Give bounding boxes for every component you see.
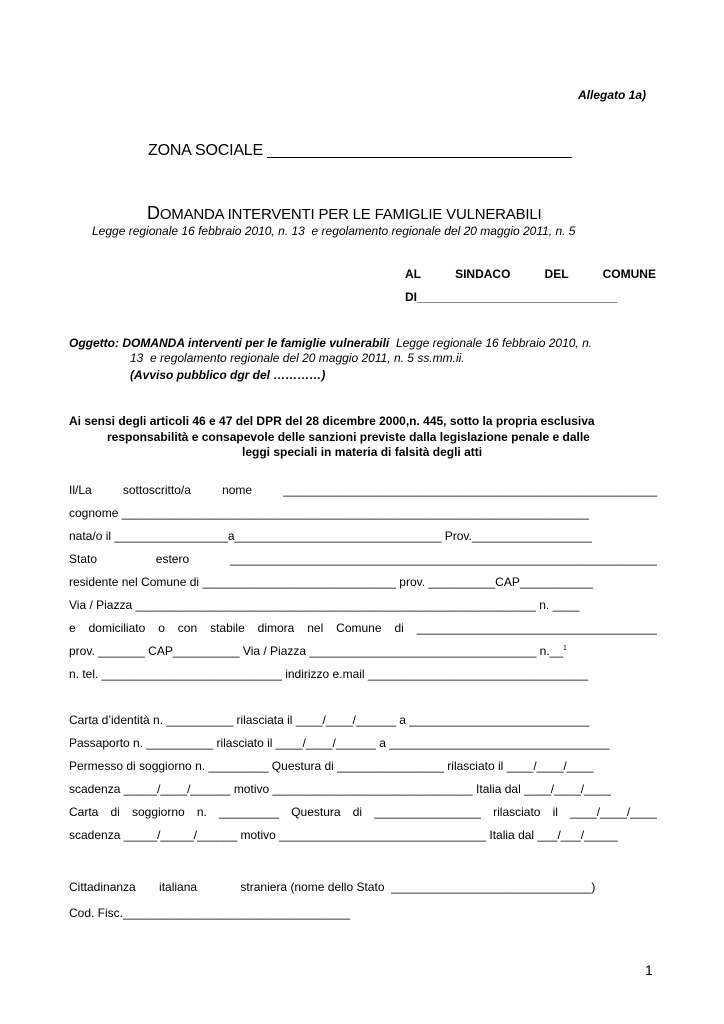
- recipient-di-line: DI______________________________: [405, 290, 618, 304]
- field-residenza[interactable]: residente nel Comune di _____________________________ prov. __________CAP___________: [69, 575, 594, 589]
- field-permesso-soggiorno[interactable]: Permesso di soggiorno n. _________ Questura di ________________ rilasciato il ____/____/____: [69, 759, 594, 773]
- field-domicilio-indirizzo[interactable]: [69, 644, 657, 658]
- field-text: estero: [155, 552, 190, 566]
- field-blank: ________________: [374, 805, 481, 819]
- allegato-label: Allegato 1a): [578, 88, 647, 102]
- field-text: Stato: [69, 552, 98, 566]
- document-title: [147, 203, 541, 224]
- field-cittadinanza[interactable]: Cittadinanza italiana straniera (nome dello Stato ______________________________): [69, 880, 596, 894]
- recipient-word: AL: [405, 267, 421, 281]
- field-blank: ____________________________________: [416, 621, 657, 635]
- field-stato-estero[interactable]: [69, 552, 657, 566]
- declaration-line-2: responsabilità e consapevole delle sanzioni previste dalla legislazione penale e dalle: [107, 430, 590, 444]
- field-passaporto[interactable]: Passaporto n. __________ rilasciato il ____/____/______ a _________________________________: [69, 736, 610, 750]
- field-carta-identita[interactable]: Carta d’identità n. __________ rilasciata il ____/____/______ a ___________________________: [69, 713, 590, 727]
- zona-sociale-heading: ZONA SOCIALE ___________________________________: [148, 142, 572, 159]
- declaration-line-3: leggi speciali in materia di falsità degli atti: [242, 445, 483, 459]
- document-subtitle: Legge regionale 16 febbraio 2010, n. 13 e regolamento regionale del 20 maggio 2011, n. 5: [92, 224, 576, 238]
- field-text: nome: [222, 483, 253, 497]
- field-text: Comune: [336, 621, 382, 635]
- page-number: 1: [645, 962, 653, 978]
- oggetto-label: Oggetto:: [69, 336, 123, 350]
- field-nascita[interactable]: nata/o il _________________a_______________________________ Prov.__________________: [69, 529, 592, 543]
- field-nome[interactable]: [69, 483, 657, 497]
- field-cognome[interactable]: cognome ______________________________________________________________________: [69, 506, 589, 520]
- field-text: prov. _______ CAP__________ Via / Piazza __________________________________ n.__: [69, 644, 563, 658]
- field-text: e: [69, 621, 76, 635]
- field-text: di: [110, 805, 120, 819]
- field-text: o: [158, 621, 165, 635]
- oggetto-subject: DOMANDA interventi per le famiglie vulnerabili: [122, 336, 390, 350]
- oggetto-line-1: [69, 336, 592, 350]
- footnote-mark: 1: [563, 645, 567, 652]
- field-text: soggiorno: [131, 805, 185, 819]
- field-text: Carta: [69, 805, 99, 819]
- field-text: rilasciato: [493, 805, 541, 819]
- field-blank: ____/____/____: [570, 805, 657, 819]
- field-domicilio[interactable]: [69, 621, 657, 635]
- field-blank: ________________________________________________________: [283, 483, 657, 497]
- field-text: domiciliato: [88, 621, 146, 635]
- field-text: dimora: [257, 621, 295, 635]
- field-text: con: [177, 621, 198, 635]
- oggetto-law: Legge regionale 16 febbraio 2010, n.: [389, 336, 593, 350]
- oggetto-line-2: 13 e regolamento regionale del 20 maggio 2011, n. 5 ss.mm.ii.: [130, 351, 465, 365]
- field-contatti[interactable]: n. tel. ___________________________ indirizzo e.mail _________________________________: [69, 667, 589, 681]
- field-text: n.: [196, 805, 207, 819]
- field-blank: _________: [218, 805, 280, 819]
- field-text: di: [352, 805, 363, 819]
- field-text: Il/La: [69, 483, 92, 497]
- oggetto-line-3: (Avviso pubblico dgr del …………): [130, 368, 326, 382]
- recipient-line: [405, 267, 656, 281]
- field-text: il: [552, 805, 558, 819]
- field-text: nel: [307, 621, 324, 635]
- title-initial: D: [147, 203, 160, 223]
- field-via[interactable]: Via / Piazza ____________________________________________________________ n. ____: [69, 598, 580, 612]
- field-codice-fiscale[interactable]: Cod. Fisc.__________________________________: [69, 906, 350, 920]
- field-carta-soggiorno[interactable]: [69, 805, 657, 819]
- recipient-word: SINDACO: [455, 267, 511, 281]
- field-blank: ________________________________________________________________: [229, 552, 657, 566]
- field-permesso-scadenza[interactable]: scadenza _____/____/______ motivo ______________________________ Italia dal ____/____/____: [69, 782, 611, 796]
- declaration-line-1: Ai sensi degli articoli 46 e 47 del DPR del 28 dicembre 2000,n. 445, sotto la propria esclusiva: [69, 414, 595, 428]
- field-text: stabile: [210, 621, 245, 635]
- field-carta-scadenza[interactable]: scadenza _____/_____/______ motivo _______________________________ Italia dal ___/___/_____: [69, 828, 618, 842]
- recipient-word: DEL: [544, 267, 569, 281]
- field-text: sottoscritto/a: [122, 483, 191, 497]
- field-text: Questura: [291, 805, 341, 819]
- title-rest: OMANDA INTERVENTI PER LE FAMIGLIE VULNERABILI: [159, 206, 542, 223]
- field-text: di: [394, 621, 404, 635]
- recipient-word: COMUNE: [602, 267, 656, 281]
